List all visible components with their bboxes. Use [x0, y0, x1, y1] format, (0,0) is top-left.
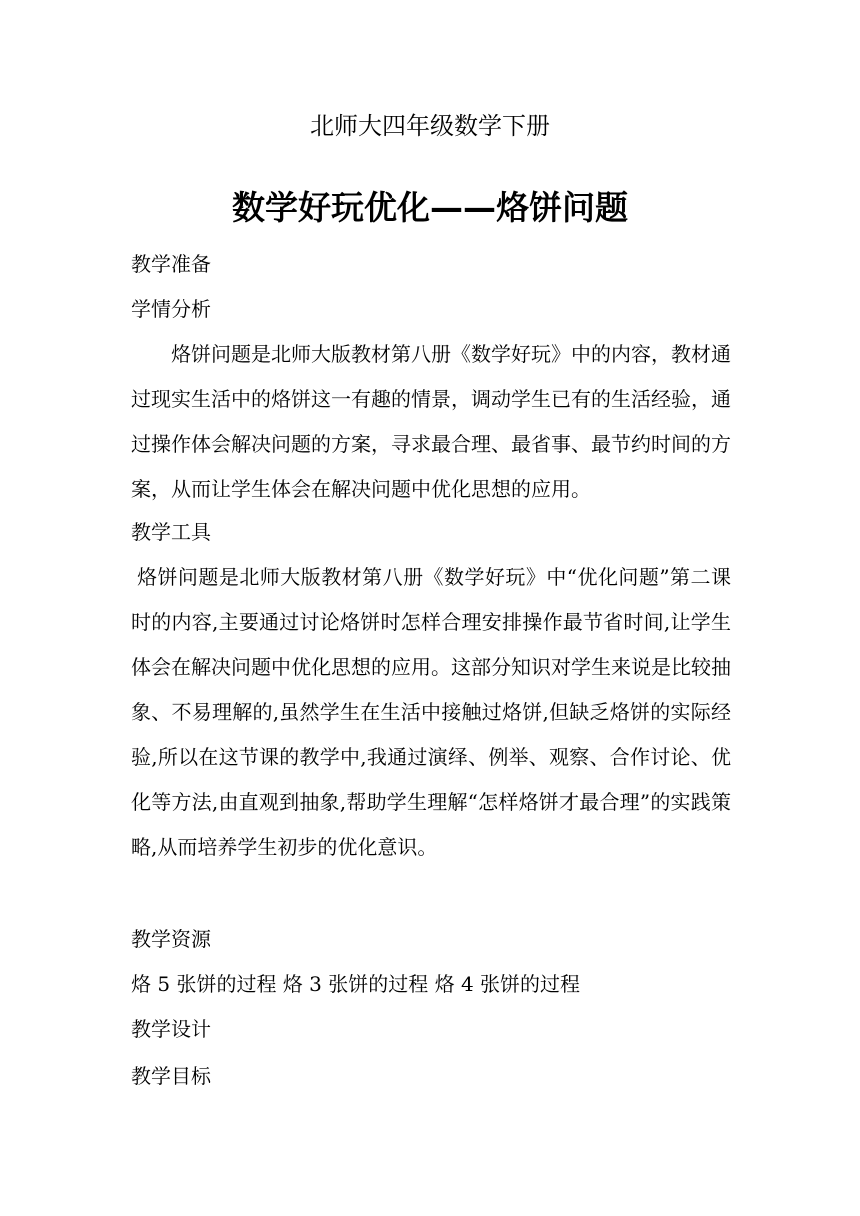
document-title: 数学好玩优化——烙饼问题: [232, 188, 628, 227]
resources-list: 烙 5 张饼的过程 烙 3 张饼的过程 烙 4 张饼的过程: [131, 972, 581, 996]
heading-teaching-preparation: 教学准备: [131, 252, 211, 276]
heading-teaching-design: 教学设计: [131, 1017, 211, 1041]
heading-teaching-tools: 教学工具: [131, 520, 211, 544]
heading-student-analysis: 学情分析: [131, 297, 211, 321]
heading-teaching-goals: 教学目标: [131, 1064, 211, 1088]
paragraph-student-analysis: 烙饼问题是北师大版教材第八册《数学好玩》中的内容，教材通过现实生活中的烙饼这一有趣的情景，调动学生已有的生活经验，通过操作体会解决问题的方案，寻求最合理、最省事、最节约时间的方案，从而让学生体会在解决问题中优化思想的应用。: [131, 342, 731, 501]
document-subtitle: 北师大四年级数学下册: [310, 112, 550, 140]
paragraph-teaching-tools: 烙饼问题是北师大版教材第八册《数学好玩》中“优化问题”第二课时的内容,主要通过讨论烙饼时怎样合理安排操作最节省时间,让学生体会在解决问题中优化思想的应用。这部分知识对学生来说是比较抽象、不易理解的,虽然学生在生活中接触过烙饼,但缺乏烙饼的实际经验,所以在这节课的教学中,我通过演绎、例举、观察、合作讨论、优化等方法,由直观到抽象,帮助学生理解“怎样烙饼才最合理”的实践策略,从而培养学生初步的优化意识。: [131, 565, 731, 859]
heading-teaching-resources: 教学资源: [131, 927, 211, 951]
